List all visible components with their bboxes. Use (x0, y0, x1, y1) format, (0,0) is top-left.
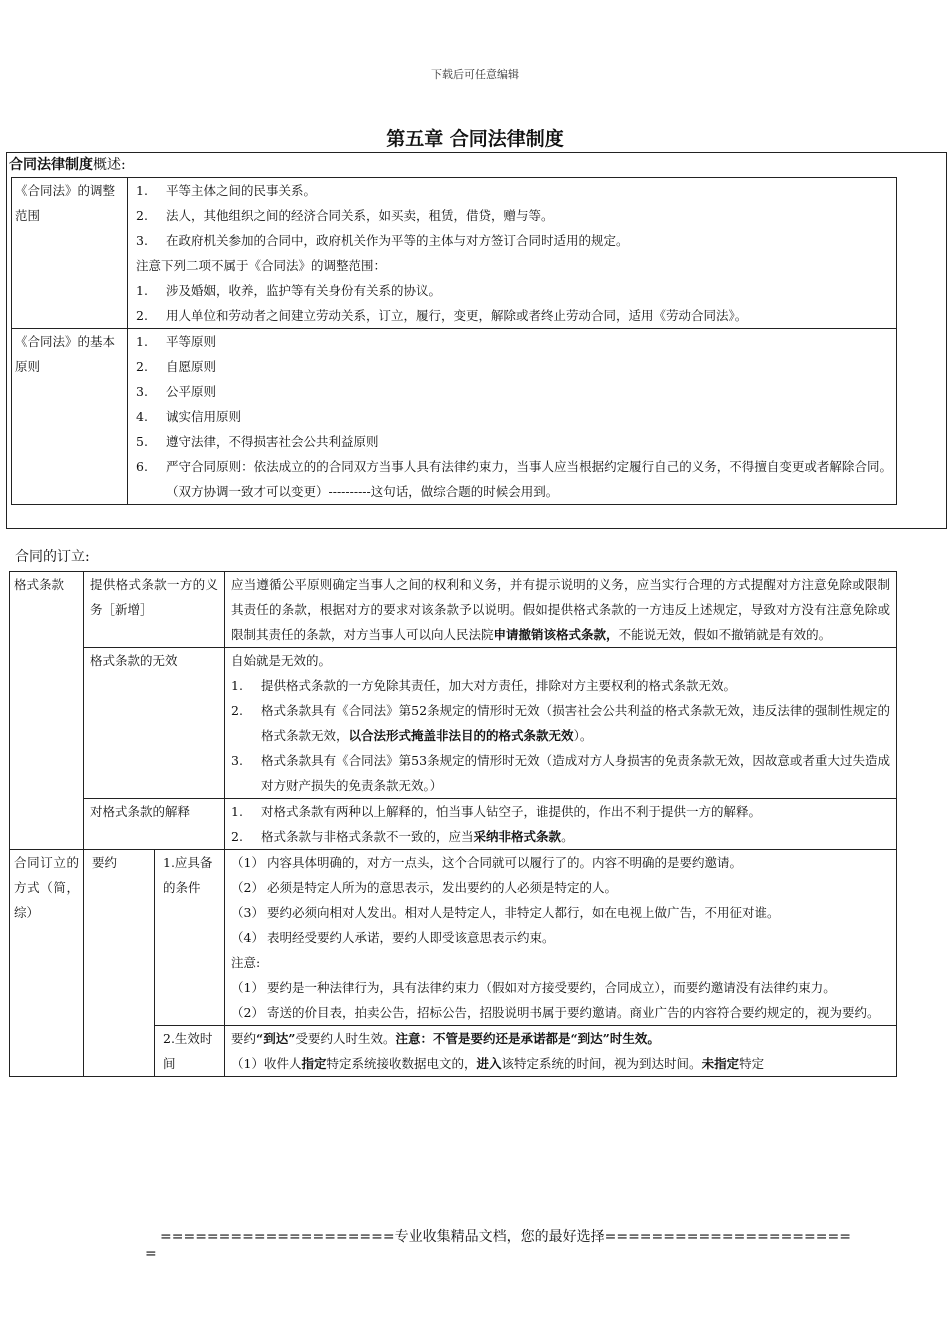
item-text: 法人，其他组织之间的经济合同关系，如买卖，租赁，借贷，赠与等。 (166, 208, 554, 223)
principles-content (128, 329, 897, 505)
item-text: 自愿原则 (166, 359, 217, 374)
principles-row (12, 329, 897, 505)
item-text: 表明经受要约人承诺，要约人即受该意思表示约束。 (267, 930, 555, 945)
cond-content (225, 850, 897, 1026)
list-item (231, 799, 890, 824)
item-text: 涉及婚姻，收养，监护等有关身份有关系的协议。 (166, 283, 442, 298)
list-item (231, 975, 890, 1000)
item-text: 平等主体之间的民事关系。 (166, 183, 317, 198)
item-number: 1. (136, 334, 148, 349)
cond-label: 1.应具备的条件 (155, 850, 225, 1026)
format-label: 格式条款 (10, 572, 84, 850)
item-text: 对格式条款有两种以上解释的，怕当事人钻空子，谁提供的，作出不利于提供一方的解释。 (261, 804, 762, 819)
method-label: 合同订立的方式（简，综） (10, 850, 84, 1077)
item-text: 在政府机关参加的合同中，政府机关作为平等的主体与对方签订合同时适用的规定。 (166, 233, 629, 248)
list-item (136, 228, 896, 253)
r-c: 特定系统接收数据电文的， (326, 1056, 477, 1071)
item-text (261, 698, 890, 748)
page-footer-tail: = (145, 1246, 157, 1262)
r-a: 收件人 (263, 1056, 302, 1071)
scope-row (12, 178, 897, 329)
list-item (231, 875, 890, 900)
duty-text (225, 572, 897, 648)
item-number: 3. (136, 384, 148, 399)
list-item (231, 900, 890, 925)
overview-rest: 概述: (93, 157, 126, 173)
item-text: 用人单位和劳动者之间建立劳动关系，订立，履行，变更，解除或者终止劳动合同，适用《劳动合同法》。 (166, 308, 748, 323)
duty-text-bold: 申请撤销该格式条款， (493, 627, 619, 642)
item-number: 2. (136, 208, 148, 223)
item-text: 遵守法律，不得损害社会公共利益原则 (166, 434, 379, 449)
list-item (136, 278, 896, 303)
duty-text-a: 应当遵循公平原则确定当事人之间的权利和义务，并有提示说明的义务，应当实行合理的方式提醒对方注意免除或限制其责任的条款，根据对方的要求对该条款予以说明。假如提供格式条款的一方违反上述规定，导致对方没有注意免除或限制其责任的条款，对方当事人可以向人民法院 (231, 577, 890, 642)
inv2-c: ）。 (573, 728, 593, 743)
duty-label: 提供格式条款一方的义务［新增］ (84, 572, 225, 648)
principles-label: 《合同法》的基本原则 (12, 329, 128, 505)
item-text: 要约是一种法律行为，具有法律约束力（假如对方接受要约，合同成立），而要约邀请没有法律约束力。 (267, 980, 836, 995)
list-item (231, 824, 890, 849)
item-number: 2. (136, 308, 148, 323)
offer-cond-row (10, 850, 897, 1026)
item-number: 1. (231, 804, 243, 819)
item-number: （3） (231, 905, 264, 920)
page-title: 第五章 合同法律制度 (386, 128, 564, 150)
int2-a: 格式条款与非格式条款不一致的，应当 (261, 829, 474, 844)
format-interp-row (10, 799, 897, 850)
int2-c: 。 (561, 829, 574, 844)
int2-bold: 采纳非格式条款 (473, 829, 562, 844)
format-duty-row (10, 572, 897, 648)
item-number: （2） (231, 1005, 264, 1020)
list-item (136, 454, 892, 504)
item-text: 寄送的价目表，拍卖公告，招标公告，招股说明书属于要约邀请。商业广告的内容符合要约规定的，视为要约。 (267, 1005, 880, 1020)
item-number: 4. (136, 409, 148, 424)
item-number: 1. (136, 283, 148, 298)
list-item (136, 404, 892, 429)
item-text: 提供格式条款的一方免除其责任，加大对方责任，排除对方主要权利的格式条款无效。 (261, 678, 737, 693)
overview-bold: 合同法律制度 (9, 157, 93, 173)
r-b: 指定 (301, 1056, 327, 1071)
item-number: 2. (231, 829, 243, 844)
scope-content (128, 178, 897, 329)
item-number: 3. (136, 233, 148, 248)
item-number: 2. (136, 359, 148, 374)
item-text: 诚实信用原则 (166, 409, 242, 424)
page-footer: ====================专业收集精品文档，您的最好选择===================== (160, 1229, 851, 1245)
item-number: （1） (231, 855, 264, 870)
item-text: 内容具体明确的，对方一点头，这个合同就可以履行了的。内容不明确的是要约邀请。 (267, 855, 743, 870)
invalid-intro: 自始就是无效的。 (231, 653, 332, 668)
interp-label: 对格式条款的解释 (84, 799, 225, 850)
interp-content (225, 799, 897, 850)
list-item (136, 178, 896, 203)
time-note: 注意：不管是要约还是承诺都是“到达”时生效。 (395, 1031, 660, 1046)
scope-note: 注意下列二项不属于《合同法》的调整范围： (136, 258, 387, 273)
r-f: 未指定 (701, 1056, 740, 1071)
item-text: 格式条款具有《合同法》第53条规定的情形时无效（造成对方人身损害的免责条款无效，因故意或者重大过失造成对方财产损失的免责条款无效。） (261, 753, 890, 793)
r-d: 进入 (476, 1056, 502, 1071)
overview-table (11, 177, 897, 505)
item-number: （1） (231, 980, 264, 995)
list-item (231, 1000, 890, 1025)
item-number: 1. (231, 678, 243, 693)
list-item (231, 698, 890, 748)
item-number: 1. (136, 183, 148, 198)
scope-label: 《合同法》的调整范围 (12, 178, 128, 329)
note-label: 注意: (231, 955, 261, 970)
item-text: 必须是特定人所为的意思表示，发出要约的人必须是特定的人。 (267, 880, 618, 895)
time-line (231, 1026, 890, 1051)
time-bold: “到达” (256, 1031, 296, 1046)
duty-text-c: 不能说无效，假如不撤销就是有效的。 (618, 627, 832, 642)
list-item (136, 203, 896, 228)
list-item (231, 925, 890, 950)
list-item (136, 379, 892, 404)
time-content (225, 1026, 897, 1077)
item-number: 6. (136, 459, 148, 474)
list-item (136, 354, 892, 379)
item-number: （2） (231, 880, 264, 895)
r-g: 特定 (739, 1056, 765, 1071)
item-number: 5. (136, 434, 148, 449)
list-item (231, 673, 890, 698)
item-text: 平等原则 (166, 334, 217, 349)
format-invalid-row (10, 648, 897, 799)
receipt-line (231, 1051, 890, 1073)
time-c: 受要约人时生效。 (295, 1031, 396, 1046)
invalid-label: 格式条款的无效 (84, 648, 225, 799)
r-e: 该特定系统的时间，视为到达时间。 (501, 1056, 702, 1071)
item-text: 要约必须向相对人发出。相对人是特定人，非特定人都行，如在电视上做广告，不用征对谁。 (267, 905, 780, 920)
list-item (231, 748, 890, 798)
item-number: 2. (231, 703, 243, 718)
item-text (261, 824, 890, 849)
inv2-bold: 以合法形式掩盖非法目的的格式条款无效 (348, 728, 574, 743)
list-item (136, 329, 892, 354)
item-number: （4） (231, 930, 264, 945)
overview-heading (9, 154, 126, 174)
item-number: （1） (231, 1056, 264, 1071)
section-heading: 合同的订立: (15, 549, 90, 565)
list-item (136, 303, 896, 328)
time-a: 要约 (231, 1031, 257, 1046)
list-item (136, 429, 892, 454)
time-label: 2.生效时间 (155, 1026, 225, 1077)
offer-label: 要约 (84, 850, 155, 1077)
inv2-a: 格式条款具有《合同法》第52条规定的情形时无效（损害社会公共利益的格式条款无效，违反法律的强制性规定的格式条款无效， (261, 703, 890, 743)
item-number: 3. (231, 753, 243, 768)
page-header: 下载后可任意编辑 (431, 68, 519, 81)
formation-table (9, 571, 897, 1077)
item-text: 严守合同原则：依法成立的的合同双方当事人具有法律约束力，当事人应当根据约定履行自己的义务，不得擅自变更或者解除合同。（双方协调一致才可以变更）----------这句话，做综合题的时候会用到。 (166, 459, 892, 499)
item-text: 公平原则 (166, 384, 217, 399)
invalid-content (225, 648, 897, 799)
list-item (231, 850, 890, 875)
